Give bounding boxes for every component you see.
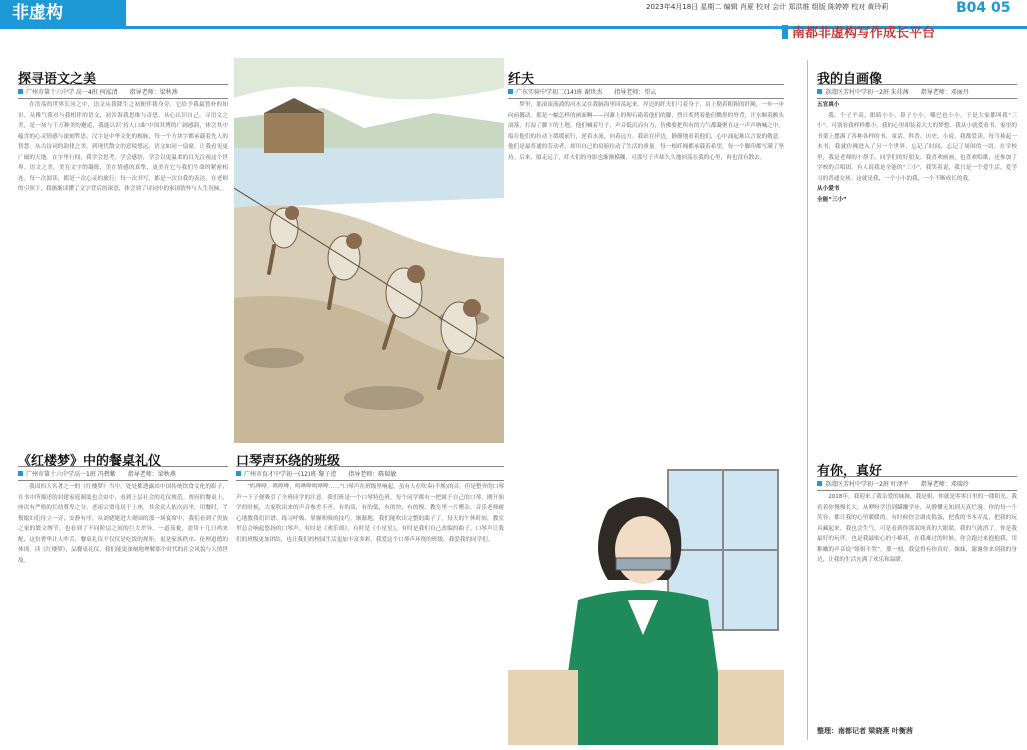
illustration-trackers bbox=[234, 58, 504, 443]
article-body-3 bbox=[817, 100, 1017, 440]
column-divider bbox=[807, 60, 808, 740]
byline-text: 广州市第十六中学高一1班 冯碧紫 指导老师：梁秋燕 bbox=[26, 471, 176, 478]
byline-marker bbox=[18, 471, 23, 476]
article-byline-4 bbox=[18, 466, 228, 481]
article-byline-3 bbox=[817, 84, 1017, 99]
article-title-1: 探寻语文之美 bbox=[18, 72, 97, 87]
byline-marker bbox=[18, 89, 23, 94]
article-title-5: 口琴声环绕的班级 bbox=[236, 454, 341, 469]
body-text: “呜哗哗，鸣哗哗，鸣哗哗鸣哗哗……”口琴声在班级里响起，虽有人在吹奏(不规)的音，但是整齐的口琴声一下子便吸引了全班同学的注意。我们班是一个口琴特色班，每个同学都有一把属于自己的口琴。刚开始学的时候，大家吹出来的声音参差不齐，有的高，有的低，有的快，有的慢，教室里一片嘈杂。音乐老师耐心地教我们识谱、练习呼吸、掌握吹吸的技巧。渐渐地，我们能吹出完整的曲子了。每天的午休时间，教室里总会响起悠扬的口琴声。有时是《欢乐颂》，有时是《小星星》，有时是我们自己改编的曲子。口琴声让我们的班级更加团结，也让我们的校园生活更加丰富多彩。我爱这个口琴声环绕的班级，我爱我的同学们。 bbox=[236, 484, 504, 543]
byline-text: 广东实验中学初二(14)班 谢世杰 指导老师：望云 bbox=[516, 89, 657, 96]
byline-marker bbox=[817, 89, 822, 94]
tagline-bar bbox=[782, 25, 788, 39]
issue-meta: 2023年4月18日 星期二 编辑 肖夏 校对 会计 郑洪维 组版 陈婷婷 校对 黄玲莉 bbox=[646, 3, 889, 11]
byline-marker bbox=[817, 481, 822, 486]
body-text: 梦里，那滚滚流淌的河水又在我脑海里回荡起来。岸边的纤夫们弓着身子，肩上勒着粗粗的纤绳，一步一步向前挪动。那是一幅怎样的画面啊——河滩上的卵石硌着他们的脚，烈日炙烤着他们黝黑的脊背，汗水顺着额头滚落，打湿了脚下的土地。他们喊着号子，声音低沉而有力，仿佛要把所有的力气都凝聚在这一声声呐喊之中。船在他们的拉动下缓缓前行，逆着水流，向着远方。我站在岸边，静静地看着他们，心中涌起难以言说的敬意。他们是最普通的劳动者，却用自己的肩膀拉动了生活的重量。每一根纤绳都承载着希望，每一个脚印都写满了坚持。后来，船走远了，纤夫们的身影也渐渐模糊，可那号子声却久久地回荡在我的心里，再也没有散去。 bbox=[508, 102, 784, 161]
illustration-harmonica bbox=[508, 440, 784, 745]
byline-text: 荔湾区芳村中学初一2班 朱佳茜 指导老师：邓丽丹 bbox=[825, 89, 969, 96]
body-text: 我国四大名著之一的《红楼梦》当中，处处都透露出中国传统饮食文化的影子，在书中所描述的封建家庭制度也会由中，看到上层社会的礼仪规范。贾府的餐桌上，座次有严格的长幼尊卑之分，老祖宗贾母居于上座，其余众人依次而坐。用餐时，丫鬟媳妇们侍立一旁，安静有序。从刘姥姥进大观园的那一场宴席中，我们看到了贵族之家的繁文缛节，也看到了不同阶层之间的巨大差异。一道茄鲞，需用十几只鸡来配，这份奢华让人咋舌。餐桌礼仪不仅仅是吃饭的规矩，更是家族秩序、伦理道德的体现。读《红楼梦》，品餐桌礼仪，我们能更深刻地理解那个时代的社会风貌与人情世故。 bbox=[18, 484, 228, 564]
article-body-1 bbox=[18, 100, 228, 438]
article-body-5 bbox=[236, 482, 504, 740]
byline-text: 广州市育才中学初一(12)班 黎子滢 指导老师：陈瑞敏 bbox=[244, 471, 397, 478]
tagline-text: 南都非虚构写作成长平台 bbox=[792, 26, 936, 41]
byline-marker bbox=[236, 471, 241, 476]
article-byline-1 bbox=[18, 84, 228, 99]
section-heading: 五官真小 bbox=[817, 102, 840, 108]
body-text: 我，个子不高，眼睛小小，鼻子小小，嘴巴也小小，于是大家都叫我“三小”。可别看我样样都小，我的心里却装着大大的梦想。我从小就爱看书，家里的书架上摆满了各种各样的书，童话、科普、历史、小说，我都爱读。每当捧起一本书，我就仿佛进入了另一个世界，忘记了时间，忘记了周围的一切。在学校里，我是老师的小帮手，同学们的好朋友。我喜欢画画，也喜欢唱歌，还参加了学校的合唱团。有人说我是全能的“三小”，我笑着说，我只是一个爱生活、爱学习的普通女孩。这就是我，一个小小的我，一个不断成长的我。 bbox=[817, 112, 1017, 182]
credits: 整理：南都记者 梁晓燕 叶衡茜 bbox=[817, 727, 913, 735]
byline-text: 广州市第十六中学 高一4班 何泓清 指导老师：梁秋燕 bbox=[26, 89, 178, 96]
article-byline-5 bbox=[236, 466, 504, 481]
article-byline-6 bbox=[817, 476, 1017, 491]
section-heading: 全能“三小” bbox=[817, 196, 847, 203]
article-title-3: 我的自画像 bbox=[817, 72, 883, 87]
section-heading: 从小爱书 bbox=[817, 186, 840, 192]
section-tag: 非虚构 bbox=[0, 0, 126, 26]
article-title-2: 纤夫 bbox=[508, 72, 535, 87]
byline-marker bbox=[508, 89, 513, 94]
article-byline-2 bbox=[508, 84, 784, 99]
page-number: B04 05 bbox=[956, 0, 1011, 16]
article-body-2 bbox=[508, 100, 784, 440]
tagline bbox=[782, 22, 1027, 46]
article-body-6 bbox=[817, 492, 1017, 720]
body-text: 2018年，我迎来了我亲爱的妹妹，我是姐，你就是零零日里的一缕阳光。我看着你慢慢长大，从咿呀学语到蹒跚学步，从懵懂无知到天真烂漫。你的每一个笑容，都让我的心里暖暖的。有时候你会调皮捣蛋，把我的书本弄乱，把我的玩具藏起来，我也会生气，可是看到你那双纯真的大眼睛，我的气就消了。你是我最好的玩伴，也是我最贴心的小棉袄。在我难过的时候，你会跑过来抱抱我，用稚嫩的声音说“姐姐不哭”。那一刻，我觉得有你真好。妹妹，谢谢你来到我的身边，让我的生活充满了欢乐和温暖。 bbox=[817, 494, 1017, 563]
byline-text: 荔湾区芳村中学初一2班 叶泽平 指导老师：邓瑞玲 bbox=[825, 481, 969, 488]
article-title-4: 《红楼梦》中的餐桌礼仪 bbox=[18, 454, 162, 469]
article-body-4 bbox=[18, 482, 228, 740]
body-text: 在浩荡的世界长河之中，语文从我降生之初便伴我身旁，它给予我最質朴的知识。从稚气我对与我相伴的语文，初涉海我思维与奇思，从心认识自己。寻语文之美，是一场与千万种美的邂逅，我能认识‘持人口曲’中国其博的广阔感韵，体会其中蕴含的心灵情感与深刻哲思，汉字是中华文化的根脉，每一个方块字都承载着先人的智慧。从古诗词的韵律之美，到现代散文的意境悠远，语文如同一扇窗，让我看见更广阔的天地。在字里行间，我学会思考，学会感悟，学会以更温柔的目光注视这个世界。语文之美，美在文字的凝练，美在情感的真挚，更美在它与我们生命的紧密相连。每一次阅读，都是一次心灵的旅行；每一次书写，都是一次自我的表达。在老师的引领下，我渐渐读懂了文字背后的深意，体会到了诗词中的家国情怀与人生况味。 bbox=[18, 102, 228, 192]
article-title-6: 有你，真好 bbox=[817, 464, 883, 479]
